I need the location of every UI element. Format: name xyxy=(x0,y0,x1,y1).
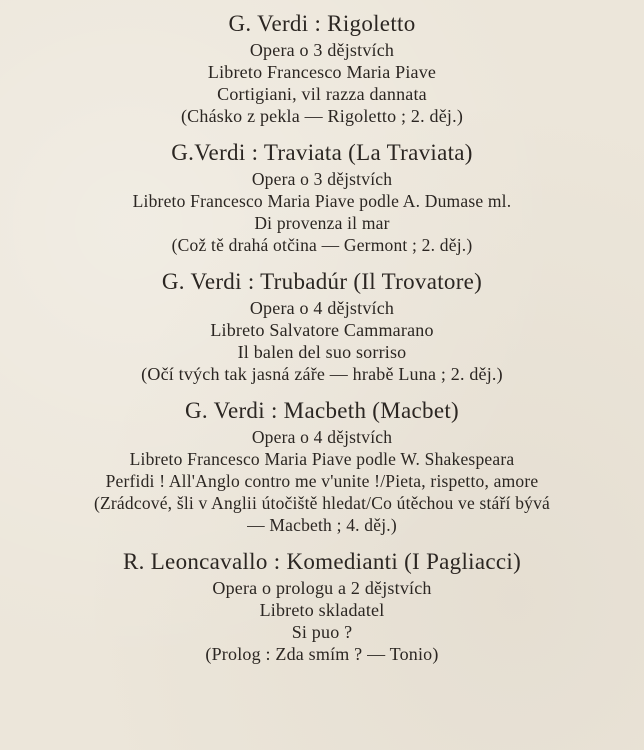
opera-libretto: Libreto Salvatore Cammarano xyxy=(210,320,434,340)
opera-acts: Opera o prologu a 2 dějstvích xyxy=(212,578,432,598)
opera-entry-trovatore xyxy=(0,268,644,385)
opera-acts: Opera o 3 dějstvích xyxy=(249,40,395,60)
opera-entry-traviata xyxy=(0,139,644,256)
aria-translation: (Chásko z pekla — Rigoletto ; 2. děj.) xyxy=(180,106,464,126)
opera-libretto: Libreto Francesco Maria Piave podle A. Dumase ml. xyxy=(132,191,512,211)
aria-translation: (Zrádcové, šli v Anglii útočiště hledat/Co útěchou ve stáří bývá xyxy=(93,493,551,513)
opera-entry-pagliacci xyxy=(0,548,644,665)
aria-title: Cortigiani, vil razza dannata xyxy=(217,84,427,104)
aria-title: Si puo ? xyxy=(291,622,353,642)
aria-title: Perfidi ! All'Anglo contro me v'unite !/Pieta, rispetto, amore xyxy=(105,471,539,491)
opera-acts: Opera o 4 dějstvích xyxy=(249,298,395,318)
opera-title: G. Verdi : Rigoletto xyxy=(228,11,416,36)
aria-title: Di provenza il mar xyxy=(254,213,390,233)
aria-translation-continued: — Macbeth ; 4. děj.) xyxy=(247,515,397,535)
aria-translation: (Očí tvých tak jasná záře — hrabě Luna ; 2. děj.) xyxy=(141,364,503,384)
opera-acts: Opera o 4 dějstvích xyxy=(251,427,393,447)
opera-entry-macbeth xyxy=(0,397,644,536)
opera-title: R. Leoncavallo : Komedianti (I Pagliacci) xyxy=(122,549,522,574)
aria-translation: (Což tě drahá otčina — Germont ; 2. děj.) xyxy=(171,235,473,255)
opera-libretto: Libreto skladatel xyxy=(259,600,385,620)
opera-acts: Opera o 3 dějstvích xyxy=(251,169,393,189)
opera-entry-rigoletto xyxy=(0,10,644,127)
opera-libretto: Libreto Francesco Maria Piave xyxy=(207,62,437,82)
aria-translation: (Prolog : Zda smím ? — Tonio) xyxy=(205,644,439,664)
opera-libretto: Libreto Francesco Maria Piave podle W. Shakespeara xyxy=(129,449,515,469)
aria-title: Il balen del suo sorriso xyxy=(237,342,407,362)
opera-title: G. Verdi : Macbeth (Macbet) xyxy=(184,398,459,423)
opera-title: G. Verdi : Trubadúr (Il Trovatore) xyxy=(161,269,483,294)
opera-title: G.Verdi : Traviata (La Traviata) xyxy=(171,140,473,165)
